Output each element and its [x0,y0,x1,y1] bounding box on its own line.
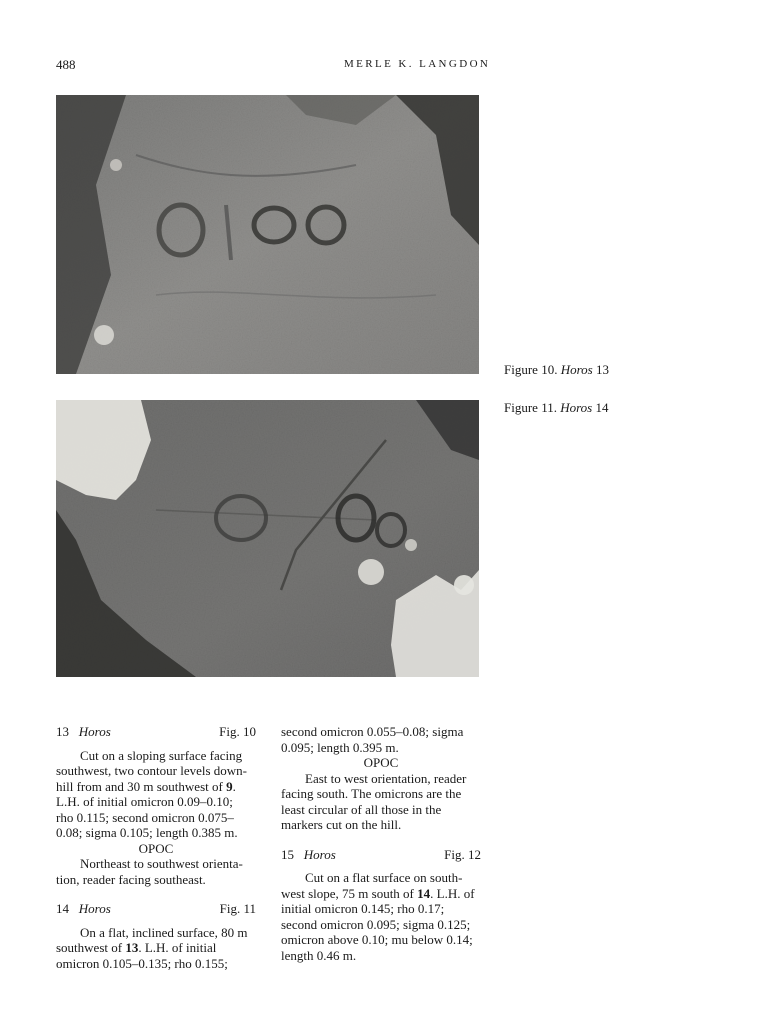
figure-reference: Fig. 12 [444,846,481,862]
figure-number: 14 [595,400,609,415]
figure-reference: Fig. 10 [219,724,256,739]
orientation-line: facing south. The omicrons are the [281,786,462,801]
entry-14-line: On a flat, inclined surface, 80 m [80,924,248,940]
entry-13-line: Cut on a sloping surface facing [80,747,243,763]
entry-14-line: omicron 0.105–0.135; rho 0.155; [56,955,228,971]
entry-15-line: length 0.46 m. [281,947,357,963]
entry-14-line: 0.095; length 0.395 m. [281,739,399,755]
bold-reference: 13 [125,940,139,955]
entry-15-line: west slope, 75 m south of 14. L.H. of [281,885,475,901]
entry-15-heading [281,847,481,863]
entry-number: 14 [56,901,69,916]
figure-11-caption [504,400,609,416]
figure-number: 13 [595,362,609,377]
left-column [56,724,256,971]
entry-13-line: L.H. of initial omicron 0.09–0.10; [56,794,233,809]
inscription-text: OPOC [363,755,399,770]
entry-number: 13 [56,724,69,739]
entry-title: Horos [78,901,111,916]
figure-reference: Fig. 11 [219,901,256,916]
entry-14-heading [56,901,256,917]
figure-title: Horos [560,362,593,377]
entry-15-line: initial omicron 0.145; rho 0.17; [281,901,445,916]
entry-title: Horos [78,724,111,739]
figure-label: Figure 11. [504,400,557,415]
entry-14-line: second omicron 0.055–0.08; sigma [281,724,464,739]
orientation-line: least circular of all those in the [281,801,442,817]
orientation-line: Northeast to southwest orienta- [80,856,243,871]
page-number: 488 [56,57,76,72]
figure-title: Horos [560,400,593,415]
bold-reference: 14 [417,885,431,901]
bold-reference: 9 [226,778,233,794]
entry-13-line: southwest, two contour levels down- [56,763,248,778]
entry-13-line: hill from and 30 m southwest of 9. [56,778,236,794]
entry-15-line: Cut on a flat surface on south- [305,870,463,885]
figure-11-photo [56,400,479,677]
right-column [281,724,481,963]
entry-15-line: second omicron 0.095; sigma 0.125; [281,916,471,932]
entry-13-line: rho 0.115; second omicron 0.075– [56,809,234,825]
inscription-text: OPOC [138,840,174,856]
figure-10-photo [56,95,479,374]
figure-10-caption [504,362,609,378]
entry-15-line: omicron above 0.10; mu below 0.14; [281,932,473,947]
orientation-line: markers cut on the hill. [281,817,402,832]
figure-label: Figure 10. [504,362,558,377]
entry-13-heading [56,724,256,740]
running-head: MERLE K. LANGDON [344,58,491,70]
entry-title: Horos [303,846,336,862]
entry-number: 15 [281,846,294,862]
entry-13-line: 0.08; sigma 0.105; length 0.385 m. [56,825,238,840]
entry-14-line: southwest of 13. L.H. of initial [56,940,217,955]
orientation-line: East to west orientation, reader [305,770,467,786]
orientation-line: tion, reader facing southeast. [56,871,206,887]
